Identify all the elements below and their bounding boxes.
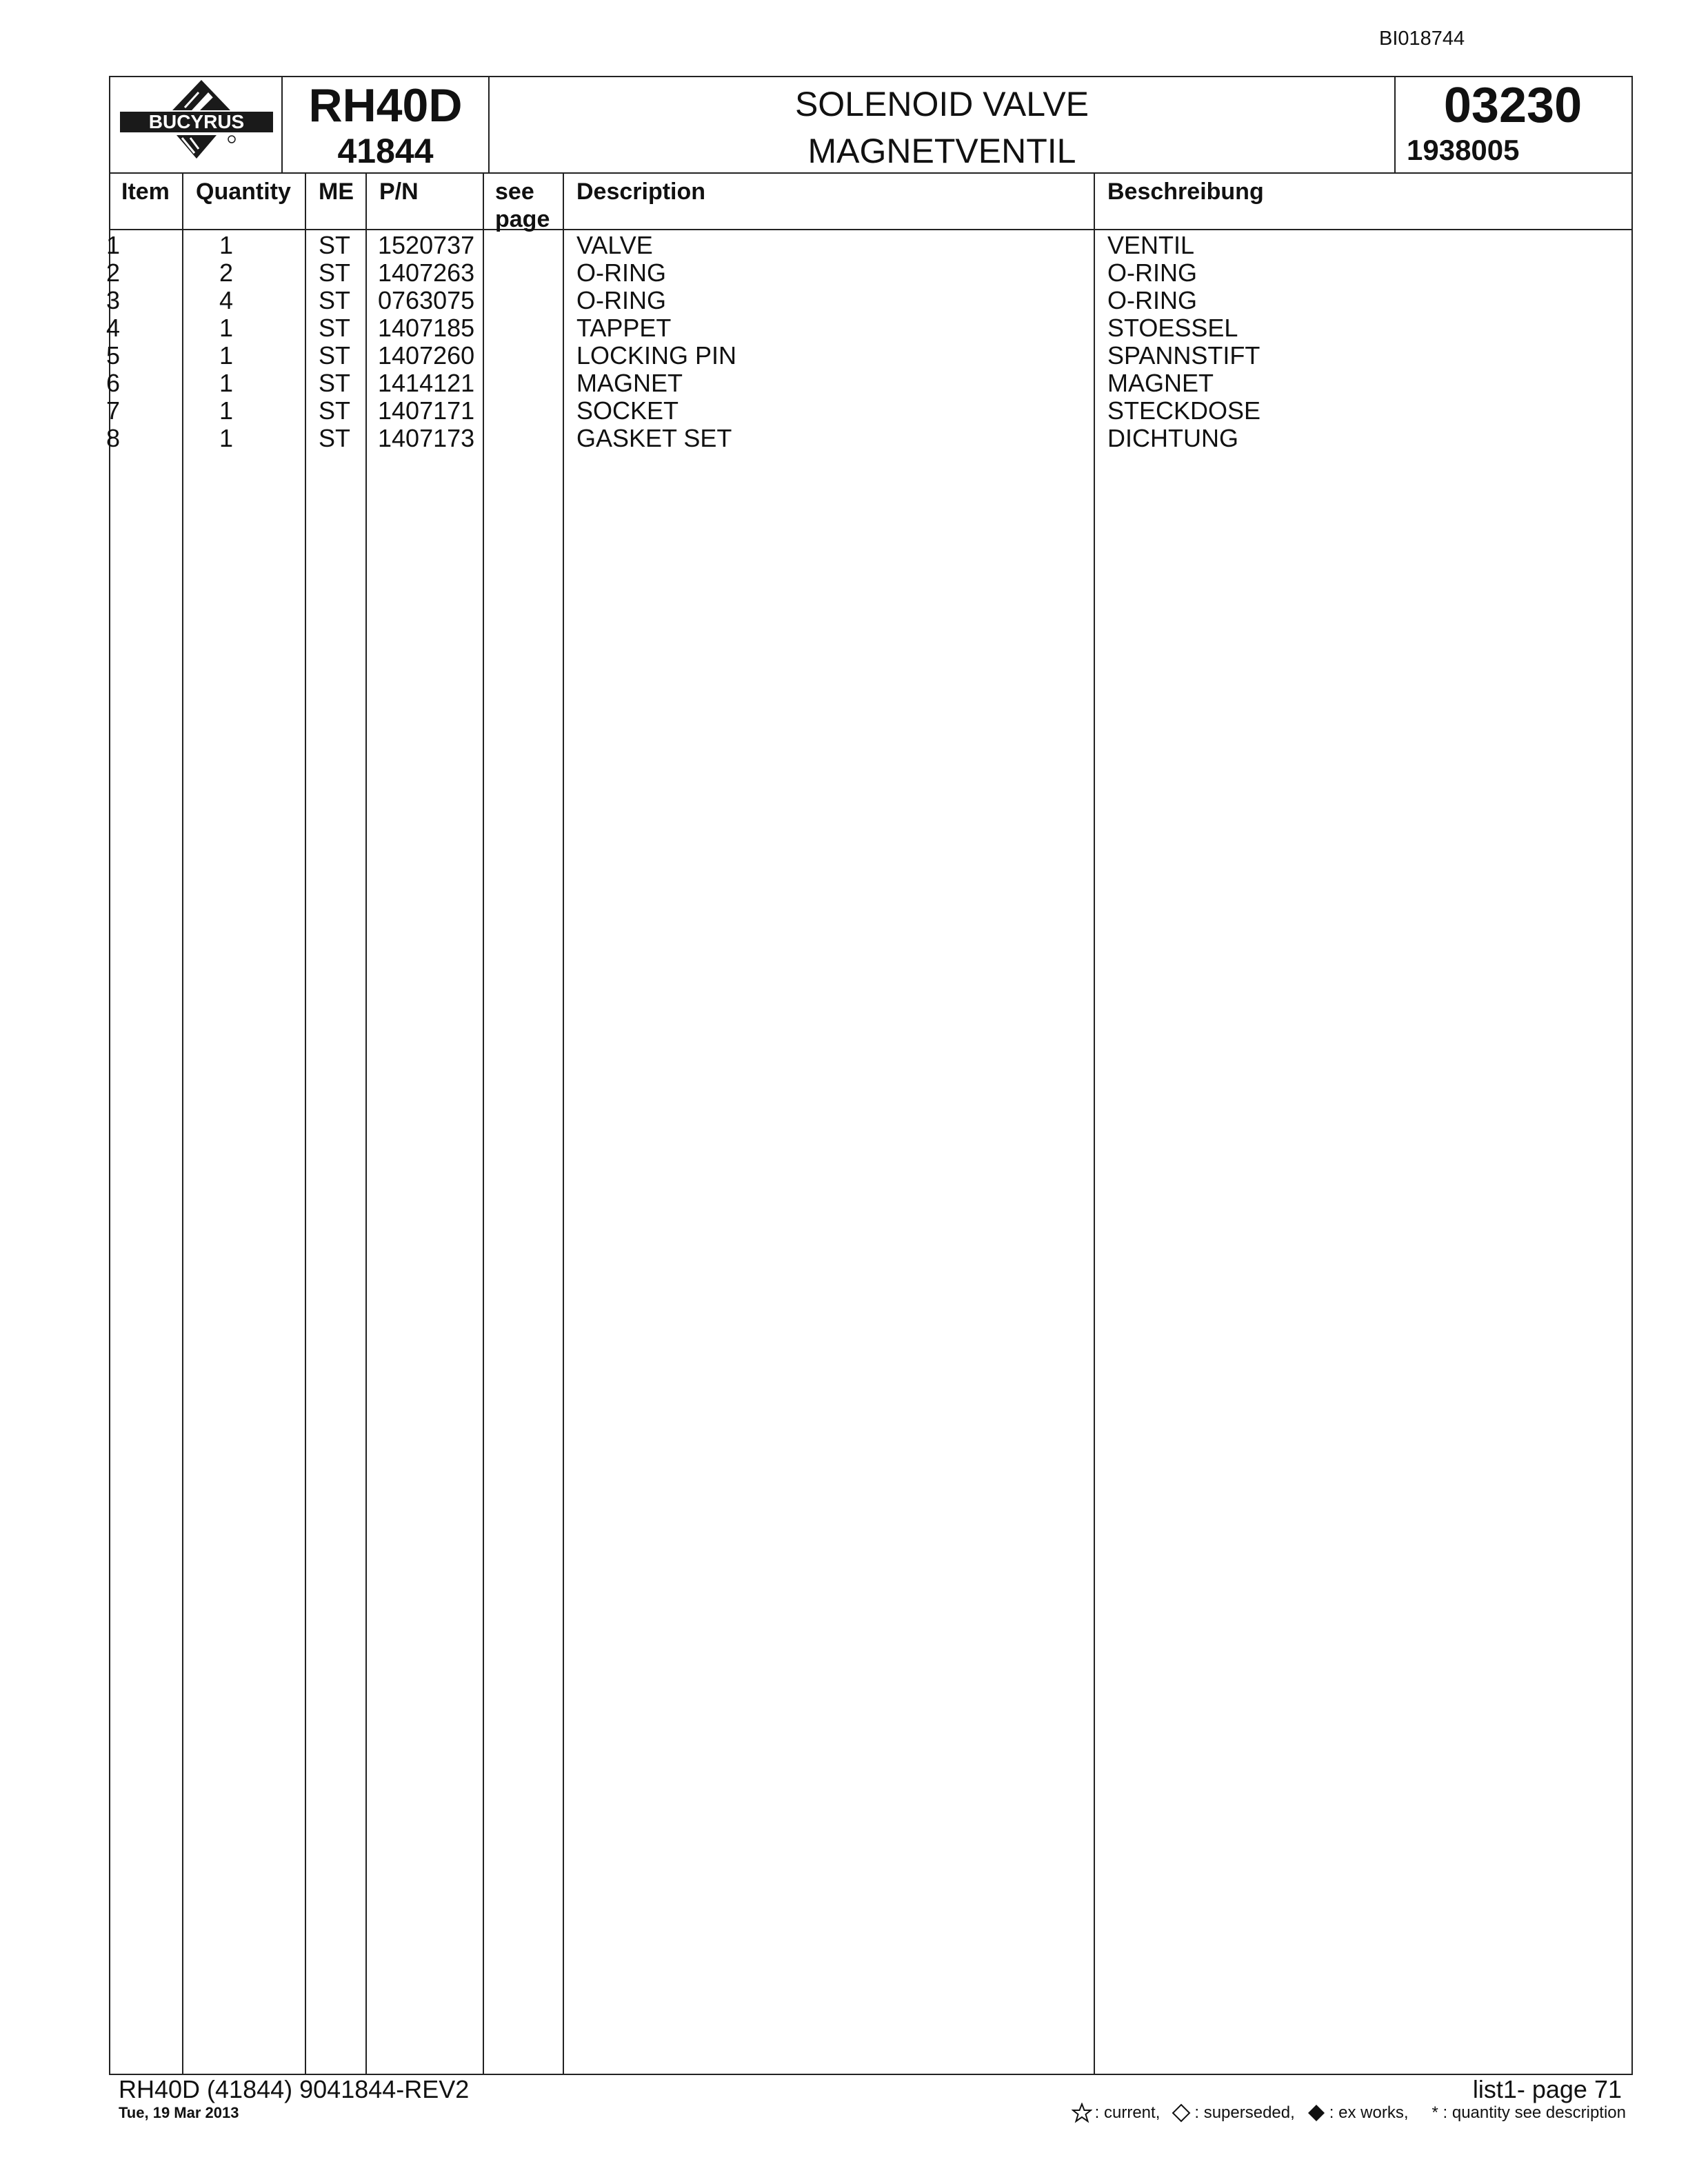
parts-table-body [106,231,1631,452]
cell-description: TAPPET [576,314,672,342]
cell-beschreibung: O-RING [1107,286,1197,314]
model-cell [283,77,490,172]
col-beschreibung: Beschreibung [1107,179,1264,205]
column-divider [305,174,306,2074]
cell-me: ST [319,424,351,452]
table-row [106,369,1631,397]
header-band [110,77,1631,174]
cell-beschreibung: O-RING [1107,259,1197,287]
col-see-label: see [495,179,534,205]
table-row [106,341,1631,370]
table-row [106,259,1631,287]
cell-quantity: 2 [219,259,233,287]
col-description: Description [576,179,706,205]
cell-item: 3 [106,286,120,314]
title-cell [490,77,1396,172]
col-page-label: page [495,206,550,232]
cell-part-number: 1520737 [378,231,475,259]
serial-number: 41844 [337,132,434,170]
column-divider [182,174,183,2074]
cell-quantity: 1 [219,341,233,370]
cell-item: 6 [106,369,120,397]
cell-part-number: 1414121 [378,369,475,397]
cell-description: O-RING [576,286,666,314]
svg-text:BUCYRUS: BUCYRUS [148,111,245,132]
cell-item: 7 [106,396,120,425]
cell-item: 5 [106,341,120,370]
cell-item: 4 [106,314,120,342]
legend-quantity: * : quantity see description [1431,2103,1626,2122]
cell-description: O-RING [576,259,666,287]
cell-quantity: 1 [219,396,233,425]
footer-legend [1065,2103,1630,2123]
table-row [106,231,1631,259]
col-me: ME [319,179,354,205]
document-id: BI018744 [1379,28,1465,50]
cell-me: ST [319,314,351,342]
diamond-filled-icon [1306,2103,1327,2123]
cell-item: 1 [106,231,120,259]
col-quantity: Quantity [196,179,291,205]
cell-beschreibung: VENTIL [1107,231,1195,259]
footer-document-ref: RH40D (41844) 9041844-REV2 [119,2075,470,2103]
title-german: MAGNETVENTIL [807,132,1076,170]
col-item: Item [121,179,170,205]
cell-beschreibung: DICHTUNG [1107,424,1238,452]
star-outline-icon [1072,2103,1092,2123]
cell-part-number: 1407260 [378,341,475,370]
cell-beschreibung: STECKDOSE [1107,396,1261,425]
cell-description: SOCKET [576,396,679,425]
cell-item: 8 [106,424,120,452]
drawing-number: 1938005 [1407,134,1520,166]
column-divider [365,174,367,2074]
model-name: RH40D [308,79,463,132]
cell-beschreibung: MAGNET [1107,369,1214,397]
cell-me: ST [319,259,351,287]
cell-part-number: 1407185 [378,314,475,342]
column-divider [563,174,564,2074]
cell-quantity: 1 [219,424,233,452]
cell-part-number: 1407173 [378,424,475,452]
legend-ex-works: : ex works, [1329,2103,1409,2122]
number-cell [1396,77,1633,172]
cell-me: ST [319,286,351,314]
cell-part-number: 0763075 [378,286,475,314]
cell-quantity: 1 [219,369,233,397]
cell-me: ST [319,396,351,425]
cell-description: LOCKING PIN [576,341,737,370]
cell-beschreibung: SPANNSTIFT [1107,341,1260,370]
cell-me: ST [319,369,351,397]
bucyrus-logo [110,77,283,172]
legend-current: : current, [1094,2103,1160,2122]
cell-quantity: 4 [219,286,233,314]
cell-description: GASKET SET [576,424,732,452]
cell-quantity: 1 [219,231,233,259]
diamond-outline-icon [1171,2103,1192,2123]
column-divider [483,174,484,2074]
legend-superseded: : superseded, [1194,2103,1295,2122]
parts-list-sheet [106,76,1633,2075]
table-row [106,424,1631,452]
cell-part-number: 1407171 [378,396,475,425]
logo-cell [110,77,283,172]
footer-date: Tue, 19 Mar 2013 [119,2104,239,2121]
cell-part-number: 1407263 [378,259,475,287]
column-header-row [110,174,1631,230]
group-number: 03230 [1443,78,1582,133]
cell-quantity: 1 [219,314,233,342]
table-row [106,286,1631,314]
footer-page-number: list1- page 71 [1472,2075,1622,2103]
table-row [106,396,1631,425]
col-pn: P/N [379,179,419,205]
column-divider [1094,174,1095,2074]
col-see-page [495,178,550,233]
cell-item: 2 [106,259,120,287]
cell-description: VALVE [576,231,653,259]
cell-description: MAGNET [576,369,683,397]
cell-me: ST [319,231,351,259]
cell-beschreibung: STOESSEL [1107,314,1238,342]
cell-me: ST [319,341,351,370]
title-english: SOLENOID VALVE [794,85,1089,123]
table-row [106,314,1631,342]
